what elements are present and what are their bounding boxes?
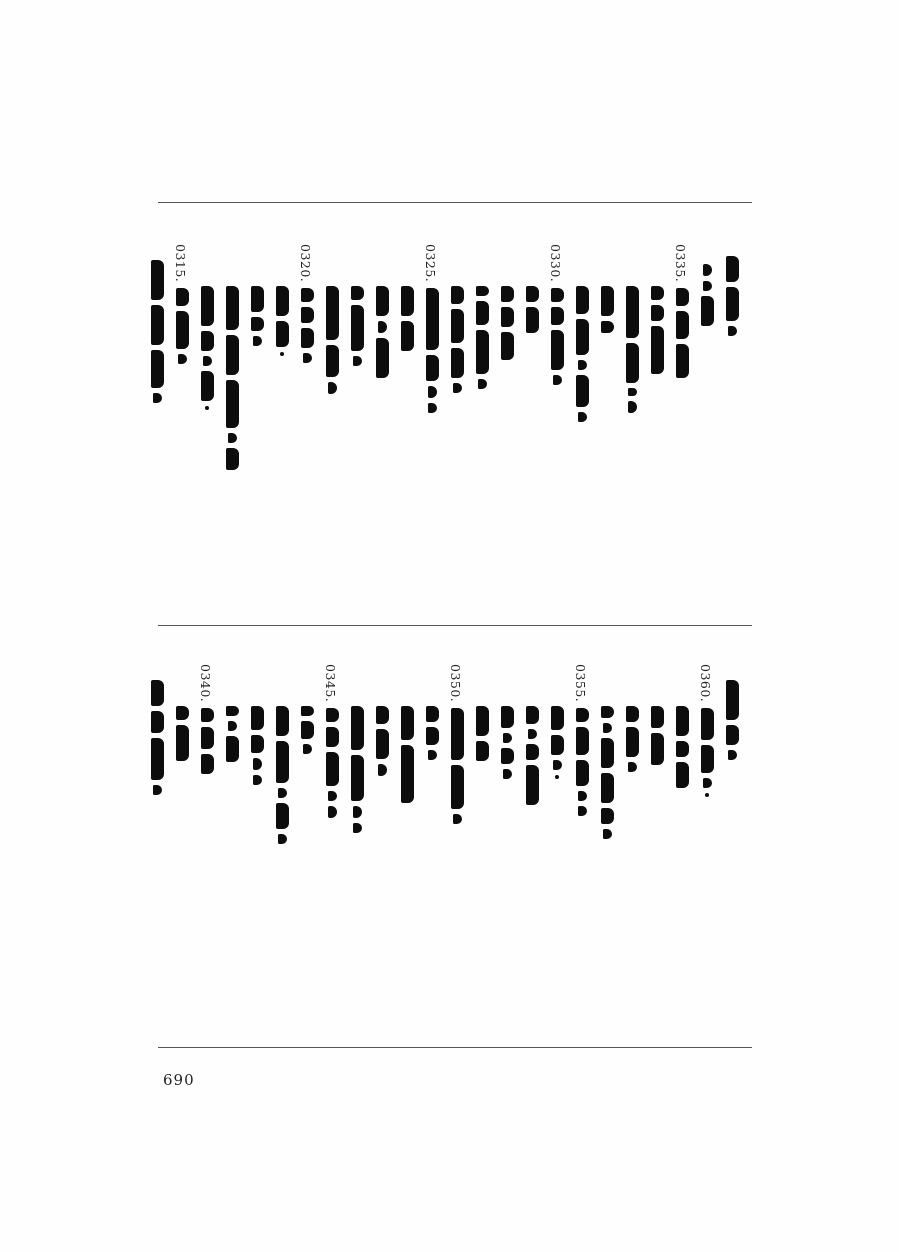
mongolian-text-line (472, 286, 492, 394)
mongolian-text-line (247, 706, 267, 790)
mongolian-text-line (647, 706, 667, 770)
mongolian-text-line (447, 708, 467, 829)
text-column (447, 244, 468, 604)
text-column (372, 244, 393, 604)
text-column (622, 664, 643, 1024)
text-column (697, 664, 718, 1024)
mongolian-text-line (722, 256, 742, 341)
mongolian-text-line (597, 286, 617, 338)
text-column (522, 664, 543, 1024)
mongolian-text-line (497, 706, 517, 784)
mongolian-text-line (547, 706, 567, 785)
text-column (472, 664, 493, 1024)
mongolian-text-line (672, 288, 692, 383)
mongolian-text-line (697, 708, 717, 803)
text-column (547, 244, 568, 604)
text-column (422, 664, 443, 1024)
lower-text-block (147, 664, 743, 1024)
text-column (647, 664, 668, 1024)
text-column (572, 244, 593, 604)
mongolian-text-line (172, 706, 192, 766)
text-column (597, 244, 618, 604)
text-column (222, 244, 243, 604)
text-column (722, 244, 743, 604)
text-column (572, 664, 593, 1024)
mongolian-text-line (322, 708, 342, 823)
text-column (472, 244, 493, 604)
mongolian-text-line (297, 706, 317, 759)
text-column (497, 664, 518, 1024)
mongolian-text-line (547, 288, 567, 390)
line-number: 0340. (198, 664, 213, 703)
mongolian-text-line (147, 260, 167, 408)
line-number: 0350. (448, 664, 463, 703)
text-column (497, 244, 518, 604)
page-number: 690 (163, 1071, 195, 1089)
mongolian-text-line (322, 286, 342, 399)
mongolian-text-line (172, 288, 192, 369)
text-column (647, 244, 668, 604)
mongolian-text-line (347, 286, 367, 371)
mongolian-text-line (622, 706, 642, 777)
text-column (697, 244, 718, 604)
text-column (322, 244, 343, 604)
text-column (547, 664, 568, 1024)
mongolian-text-line (372, 706, 392, 781)
line-number: 0355. (573, 664, 588, 703)
text-column (397, 664, 418, 1024)
line-number: 0325. (423, 244, 438, 283)
text-column (347, 244, 368, 604)
top-rule (158, 202, 752, 203)
text-column (722, 664, 743, 1024)
mongolian-text-line (147, 680, 167, 800)
text-column (147, 664, 168, 1024)
mongolian-text-line (222, 286, 242, 475)
mongolian-text-line (397, 286, 417, 356)
line-number: 0320. (298, 244, 313, 283)
text-column (247, 244, 268, 604)
mongolian-text-line (422, 706, 442, 765)
mongolian-text-line (597, 706, 617, 844)
mongolian-text-line (472, 706, 492, 766)
text-column (297, 244, 318, 604)
mongolian-text-line (697, 264, 717, 331)
mongolian-text-line (497, 286, 517, 365)
text-column (147, 244, 168, 604)
text-column (322, 664, 343, 1024)
text-column (172, 244, 193, 604)
text-column (447, 664, 468, 1024)
text-column (522, 244, 543, 604)
mongolian-text-line (647, 286, 667, 379)
text-column (672, 664, 693, 1024)
mongolian-text-line (372, 286, 392, 383)
mongolian-text-line (272, 706, 292, 849)
text-column (272, 244, 293, 604)
mongolian-text-line (572, 708, 592, 821)
mongolian-text-line (447, 286, 467, 398)
text-column (197, 244, 218, 604)
mongolian-text-line (572, 286, 592, 427)
mongolian-text-line (422, 288, 442, 418)
mongolian-text-line (672, 706, 692, 793)
text-column (247, 664, 268, 1024)
text-column (422, 244, 443, 604)
line-number: 0315. (173, 244, 188, 283)
middle-rule (158, 625, 752, 626)
mongolian-text-line (197, 286, 217, 416)
mongolian-text-line (397, 706, 417, 808)
text-column (222, 664, 243, 1024)
mongolian-text-line (297, 288, 317, 368)
bottom-rule (158, 1047, 752, 1048)
mongolian-text-line (222, 706, 242, 767)
text-column (397, 244, 418, 604)
mongolian-text-line (522, 706, 542, 810)
text-column (622, 244, 643, 604)
upper-text-block (147, 244, 743, 604)
text-column (272, 664, 293, 1024)
text-column (347, 664, 368, 1024)
text-column (297, 664, 318, 1024)
mongolian-text-line (247, 286, 267, 351)
text-column (172, 664, 193, 1024)
mongolian-text-line (622, 286, 642, 418)
line-number: 0330. (548, 244, 563, 283)
line-number: 0335. (673, 244, 688, 283)
text-column (372, 664, 393, 1024)
text-column (672, 244, 693, 604)
line-number: 0345. (323, 664, 338, 703)
line-number: 0360. (698, 664, 713, 703)
mongolian-text-line (347, 706, 367, 838)
mongolian-text-line (272, 286, 292, 362)
mongolian-text-line (197, 708, 217, 779)
text-column (597, 664, 618, 1024)
mongolian-text-line (522, 286, 542, 338)
mongolian-text-line (722, 680, 742, 765)
text-column (197, 664, 218, 1024)
